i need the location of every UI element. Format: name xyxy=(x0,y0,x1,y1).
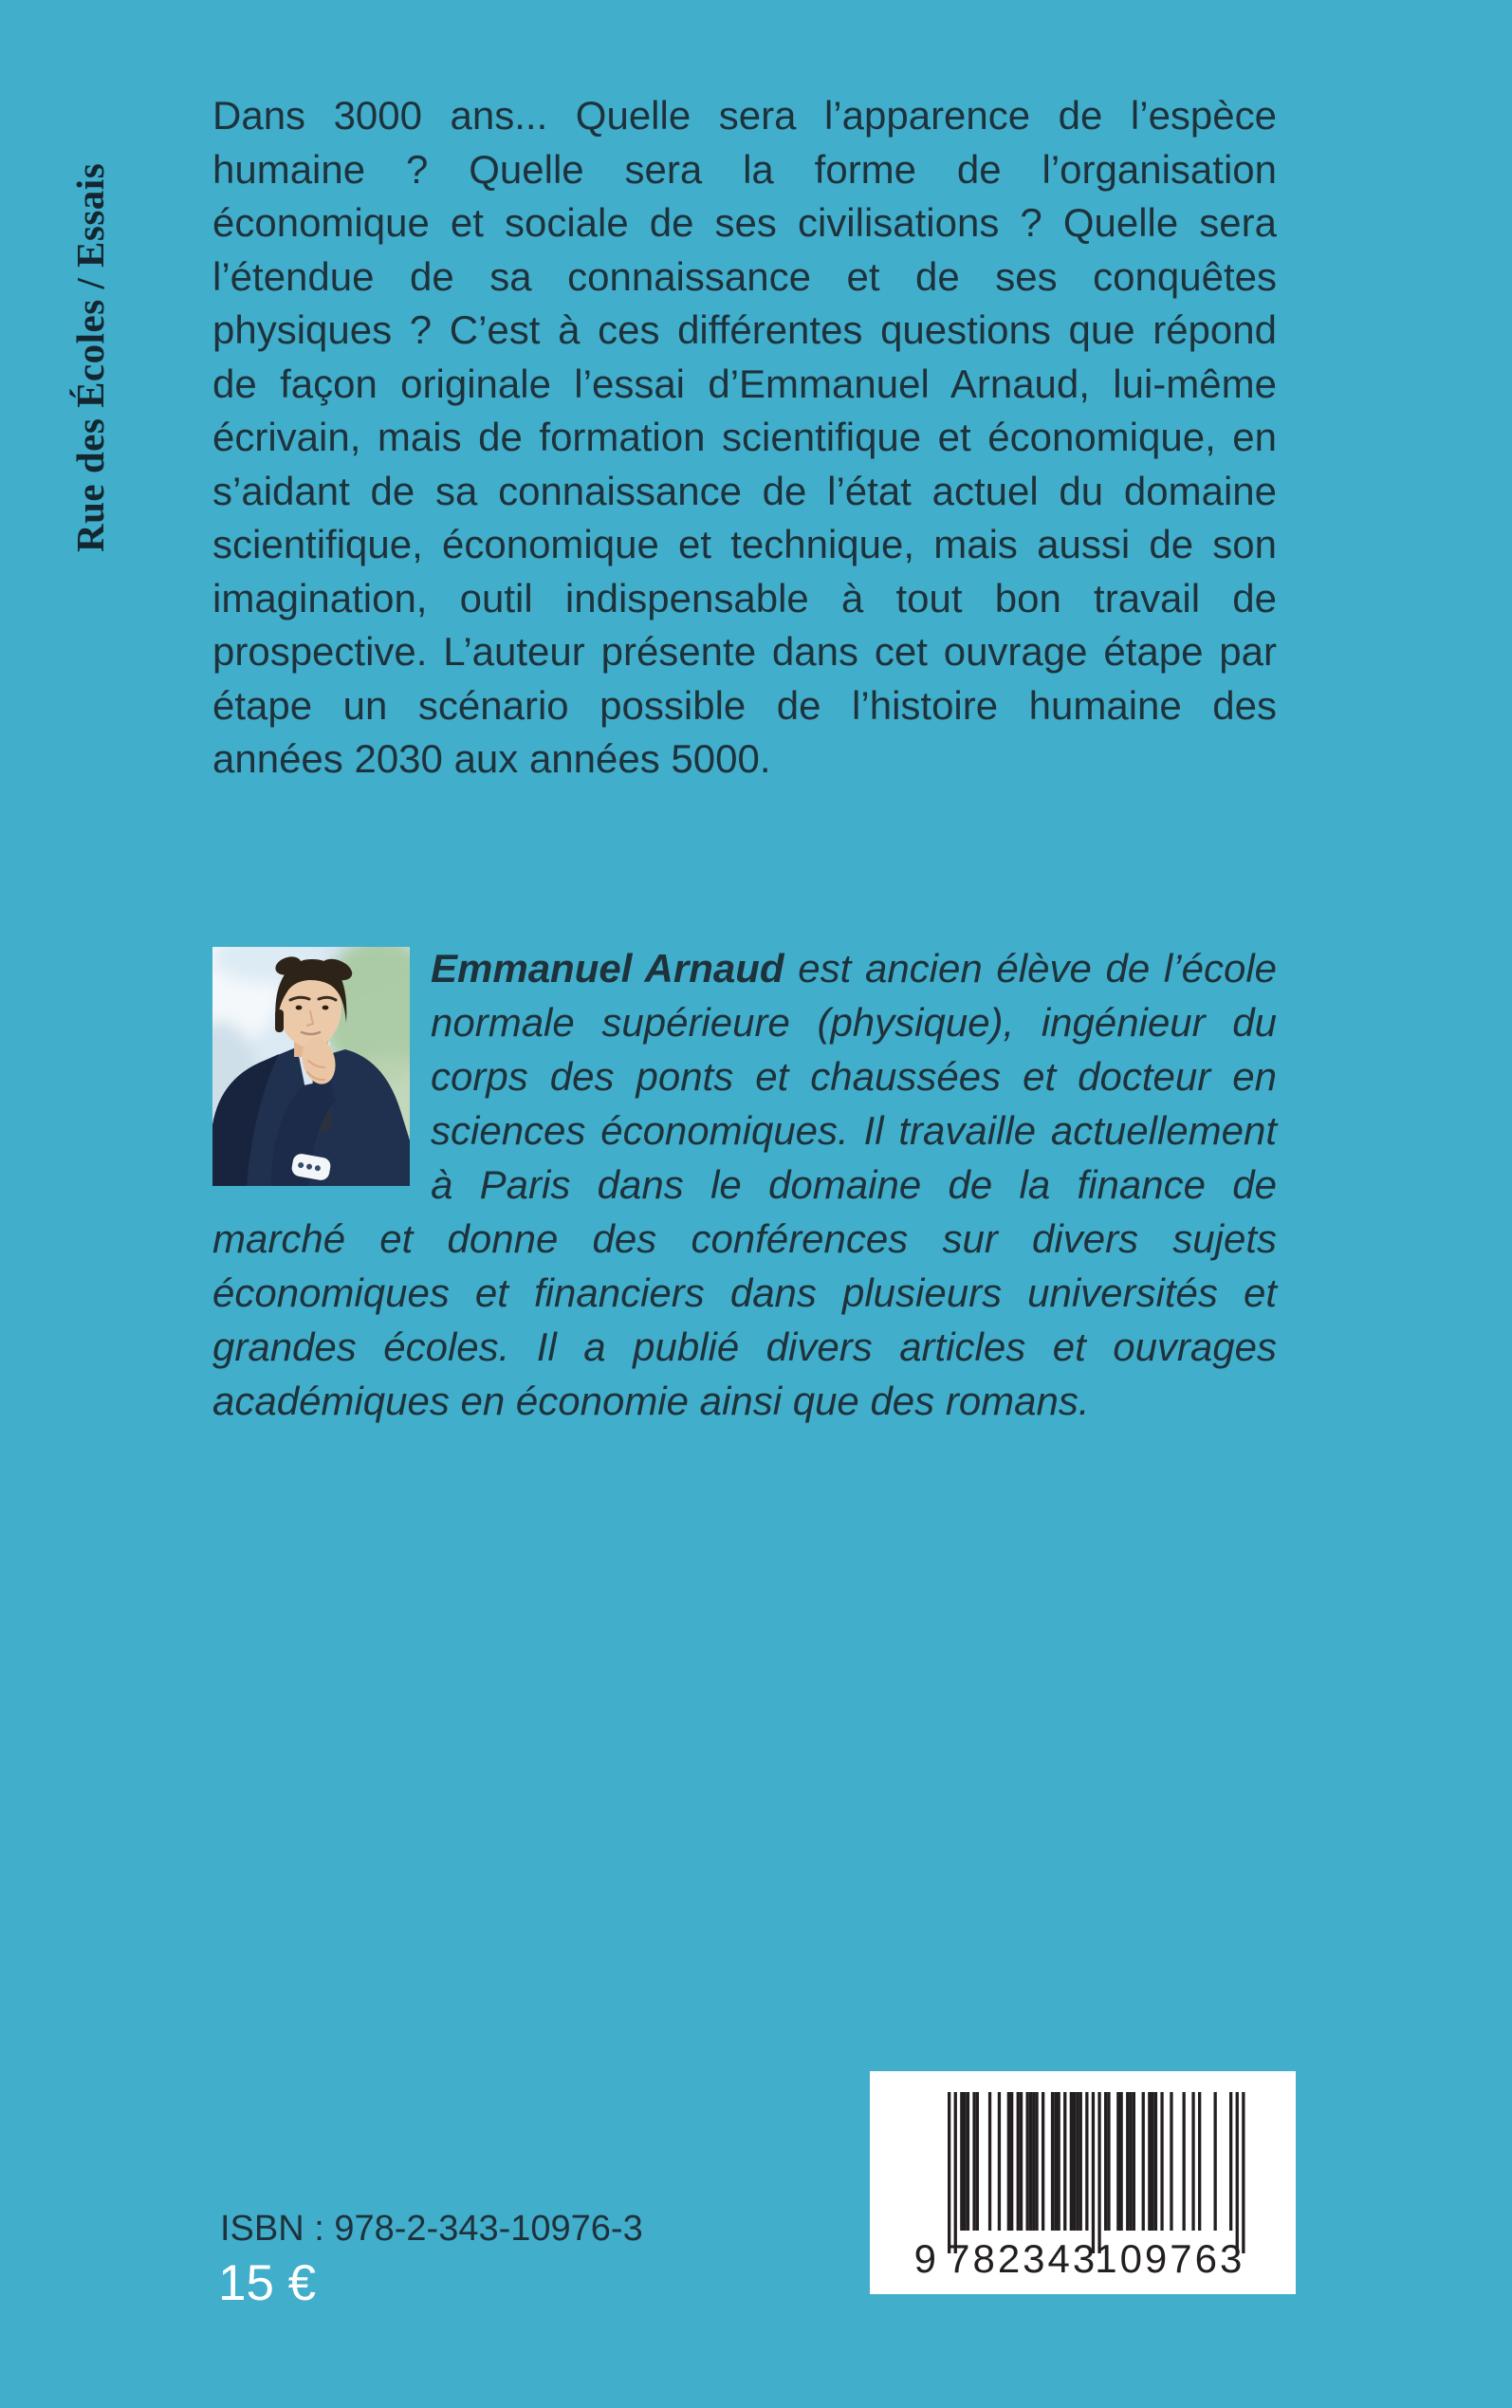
price-label: 15 € xyxy=(218,2255,317,2311)
ean13-barcode xyxy=(885,2092,1280,2278)
author-bio-section xyxy=(212,941,1277,1428)
author-name: Emmanuel Arnaud xyxy=(431,946,784,991)
author-bio-text: est ancien élève de l’école normale supérieure (physique), ingénieur du corps des ponts et chaussées et docteur en sciences économiques. Il travaille actuellement à Paris dans le domaine de la finance de marché et donne des conférences sur divers sujets économiques et financiers dans plusieurs universités et grandes écoles. Il a publié divers articles et ouvrages académiques en économie ainsi que des romans. xyxy=(212,946,1278,1423)
barcode-panel xyxy=(870,2071,1296,2294)
svg-text:782343: 782343 xyxy=(948,2236,1098,2278)
collection-spine-label: Rue des Écoles / Essais xyxy=(68,162,112,552)
svg-text:9: 9 xyxy=(913,2236,936,2278)
author-portrait-illustration xyxy=(212,947,410,1186)
synopsis-paragraph: Dans 3000 ans... Quelle sera l’apparence de l’espèce humaine ? Quelle sera la forme de l’organisation économique et sociale de ses civilisations ? Quelle sera l’étendue de sa connaissance et de ses conquêtes physiques ? C’est à ces différentes questions que répond de façon originale l’essai d’Emmanuel Arnaud, lui-même écrivain, mais de formation scientifique et économique, en s’aidant de sa connaissance de l’état actuel du domaine scientifique, économique et technique, mais aussi de son imagination, outil indispensable à tout bon travail de prospective. L’auteur présente dans cet ouvrage étape par étape un scénario possible de l’histoire humaine des années 2030 aux années 5000. xyxy=(212,93,1277,781)
author-photo xyxy=(212,947,410,1186)
isbn-label: ISBN : 978-2-343-10976-3 xyxy=(220,2209,643,2249)
svg-text:109763: 109763 xyxy=(1095,2236,1245,2278)
